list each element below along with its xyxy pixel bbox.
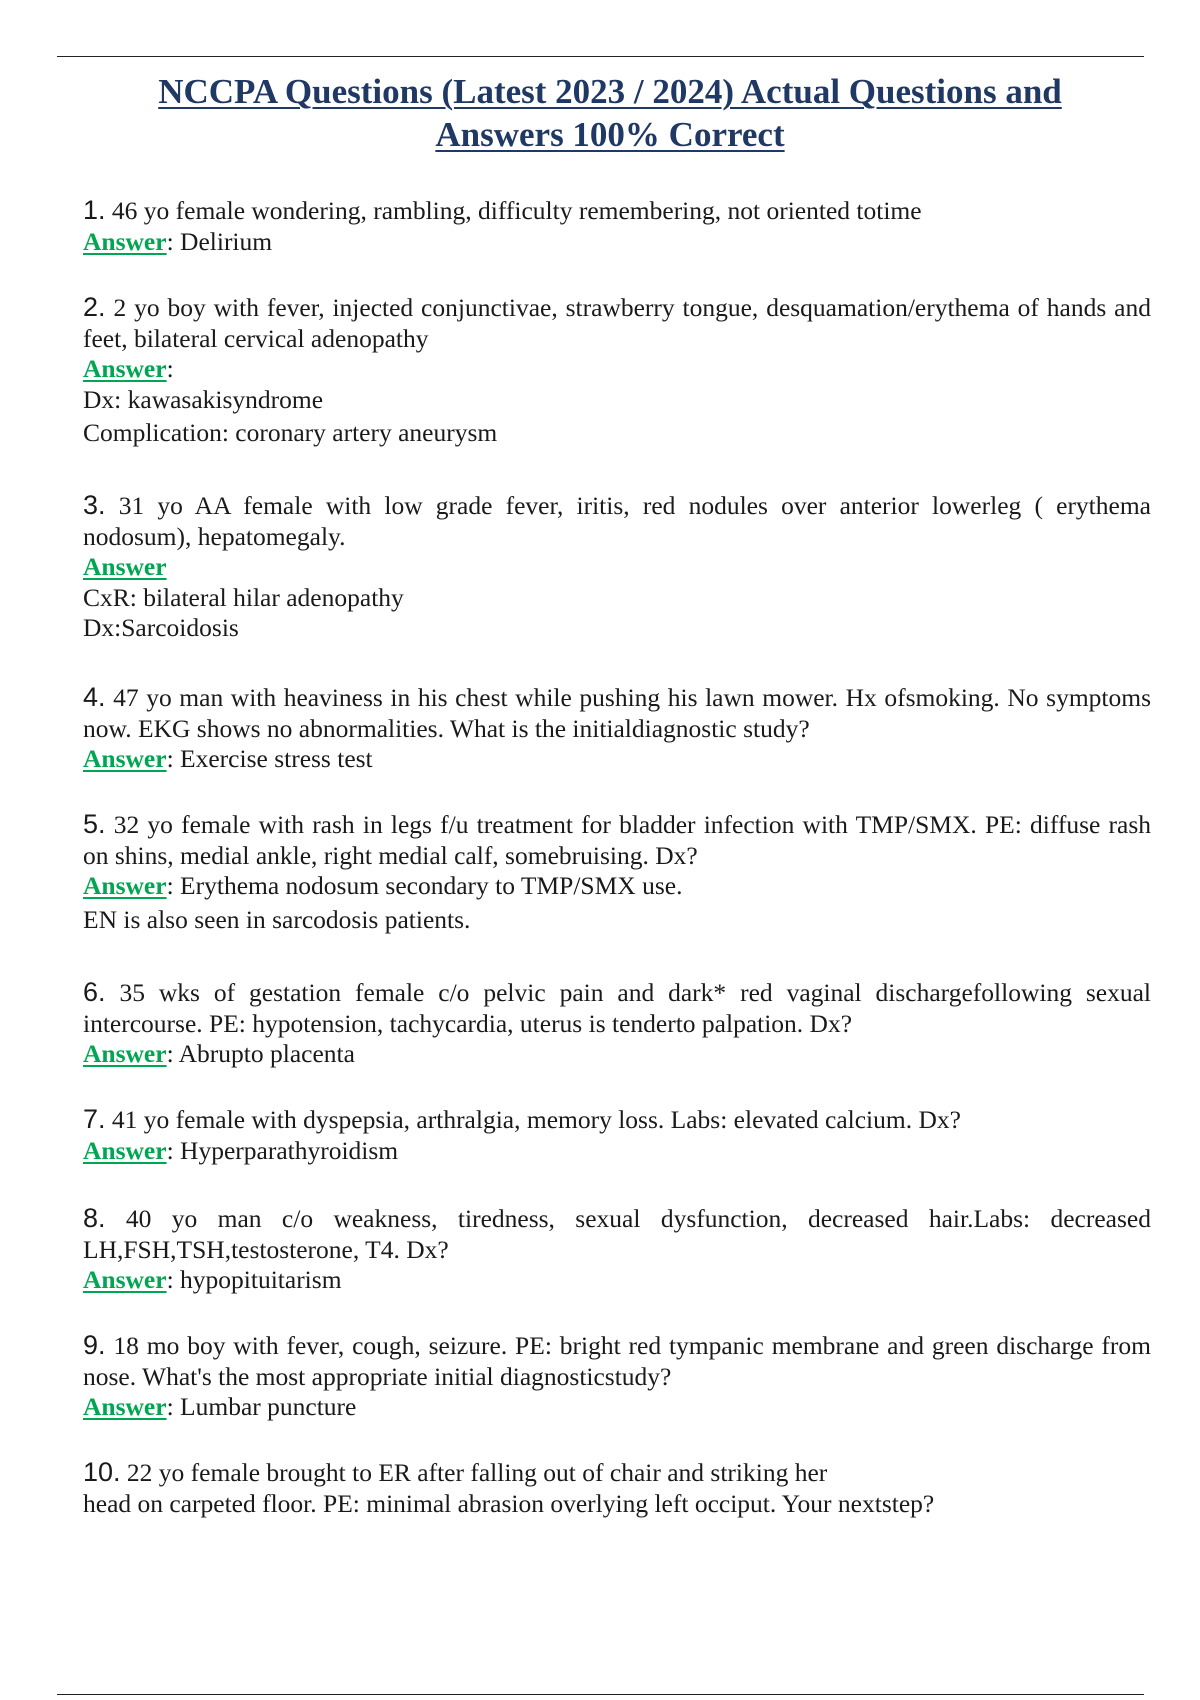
question-item [83, 1457, 1151, 1519]
document-title [80, 70, 1140, 156]
question-number: 8. [83, 1203, 106, 1233]
answer-label: Answer [83, 1265, 167, 1294]
question-text: 46 yo female wondering, rambling, difficulty remembering, not oriented totime [111, 196, 922, 225]
top-rule [57, 56, 1144, 57]
question-number: 6. [83, 977, 106, 1007]
question-text: 18 mo boy with fever, cough, seizure. PE: bright red tympanic membrane and green discharge from nose. What's the most appropriate initial diagnosticstudy? [83, 1331, 1151, 1391]
answer-text: : hypopituitarism [166, 1265, 342, 1294]
question-number: 4. [83, 682, 106, 712]
question-item [83, 1330, 1151, 1423]
answer-label: Answer [83, 744, 167, 773]
answer-text: : Hyperparathyroidism [166, 1135, 399, 1165]
question-text: 32 yo female with rash in legs f/u treatment for bladder infection with TMP/SMX. PE: diffuse rash on shins, medial ankle, right medial calf, somebruising. Dx? [83, 810, 1152, 870]
answer-detail: Complication: coronary artery aneurysm [83, 418, 498, 447]
question-number: 1. [83, 195, 106, 225]
question-number: 9. [83, 1330, 106, 1360]
bottom-rule [57, 1694, 1144, 1695]
answer-label: Answer [83, 1039, 167, 1068]
question-item [83, 292, 1151, 449]
question-text: 2 yo boy with fever, injected conjunctivae, strawberry tongue, desquamation/erythema of hands and feet, bilateral cervical adenopathy [83, 293, 1152, 353]
question-text: 31 yo AA female with low grade fever, iritis, red nodules over anterior lowerleg ( erythema nodosum), hepatomegaly. [83, 491, 1151, 551]
answer-text: : Abrupto placenta [166, 1039, 355, 1068]
answer-detail: CxR: bilateral hilar adenopathy [83, 582, 404, 612]
answer-label: Answer [83, 354, 167, 383]
answer-text: : Delirium [166, 226, 273, 256]
answer-detail: EN is also seen in sarcodosis patients. [83, 904, 471, 934]
answer-label: Answer [83, 1135, 167, 1165]
question-item [83, 1203, 1151, 1296]
question-item [83, 977, 1151, 1070]
question-number: 7. [83, 1104, 106, 1134]
question-item [83, 682, 1151, 775]
title-line-2: Answers 100% Correct [435, 115, 785, 154]
question-number: 2. [83, 292, 106, 322]
question-text: 40 yo man c/o weakness, tiredness, sexual dysfunction, decreased hair.Labs: decreased LH,FSH,TSH,testosterone, T4. Dx? [83, 1204, 1151, 1264]
question-text-line: head on carpeted floor. PE: minimal abrasion overlying left occiput. Your nextstep? [83, 1488, 935, 1518]
answer-label: Answer [83, 552, 167, 581]
question-number: 5. [83, 809, 106, 839]
question-text: 47 yo man with heaviness in his chest while pushing his lawn mower. Hx ofsmoking. No symptoms now. EKG shows no abnormalities. What is the initialdiagnostic study? [83, 683, 1151, 743]
question-item [83, 1104, 1151, 1166]
question-text: 41 yo female with dyspepsia, arthralgia, memory loss. Labs: elevated calcium. Dx? [111, 1105, 961, 1134]
question-number: 10. [83, 1457, 121, 1487]
answer-text: : Lumbar puncture [166, 1392, 357, 1421]
answer-label: Answer [83, 1392, 167, 1421]
question-item [83, 490, 1151, 644]
answer-detail: Dx:Sarcoidosis [83, 613, 239, 642]
question-item [83, 809, 1151, 935]
answer-detail: Dx: kawasakisyndrome [83, 384, 324, 414]
answer-label: Answer [83, 226, 167, 256]
title-line-1: NCCPA Questions (Latest 2023 / 2024) Actual Questions and [158, 72, 1062, 111]
answer-text: : Erythema nodosum secondary to TMP/SMX use. [166, 871, 683, 900]
question-text-line: 22 yo female brought to ER after falling out of chair and striking her [126, 1458, 828, 1487]
question-number: 3. [83, 490, 106, 520]
answer-text: : Exercise stress test [166, 744, 373, 773]
question-item [83, 195, 922, 257]
answer-text: : [166, 354, 174, 383]
answer-label: Answer [83, 871, 167, 900]
question-text: 35 wks of gestation female c/o pelvic pain and dark* red vaginal dischargefollowing sexual intercourse. PE: hypotension, tachycardia, uterus is tenderto palpation. Dx? [83, 978, 1151, 1038]
